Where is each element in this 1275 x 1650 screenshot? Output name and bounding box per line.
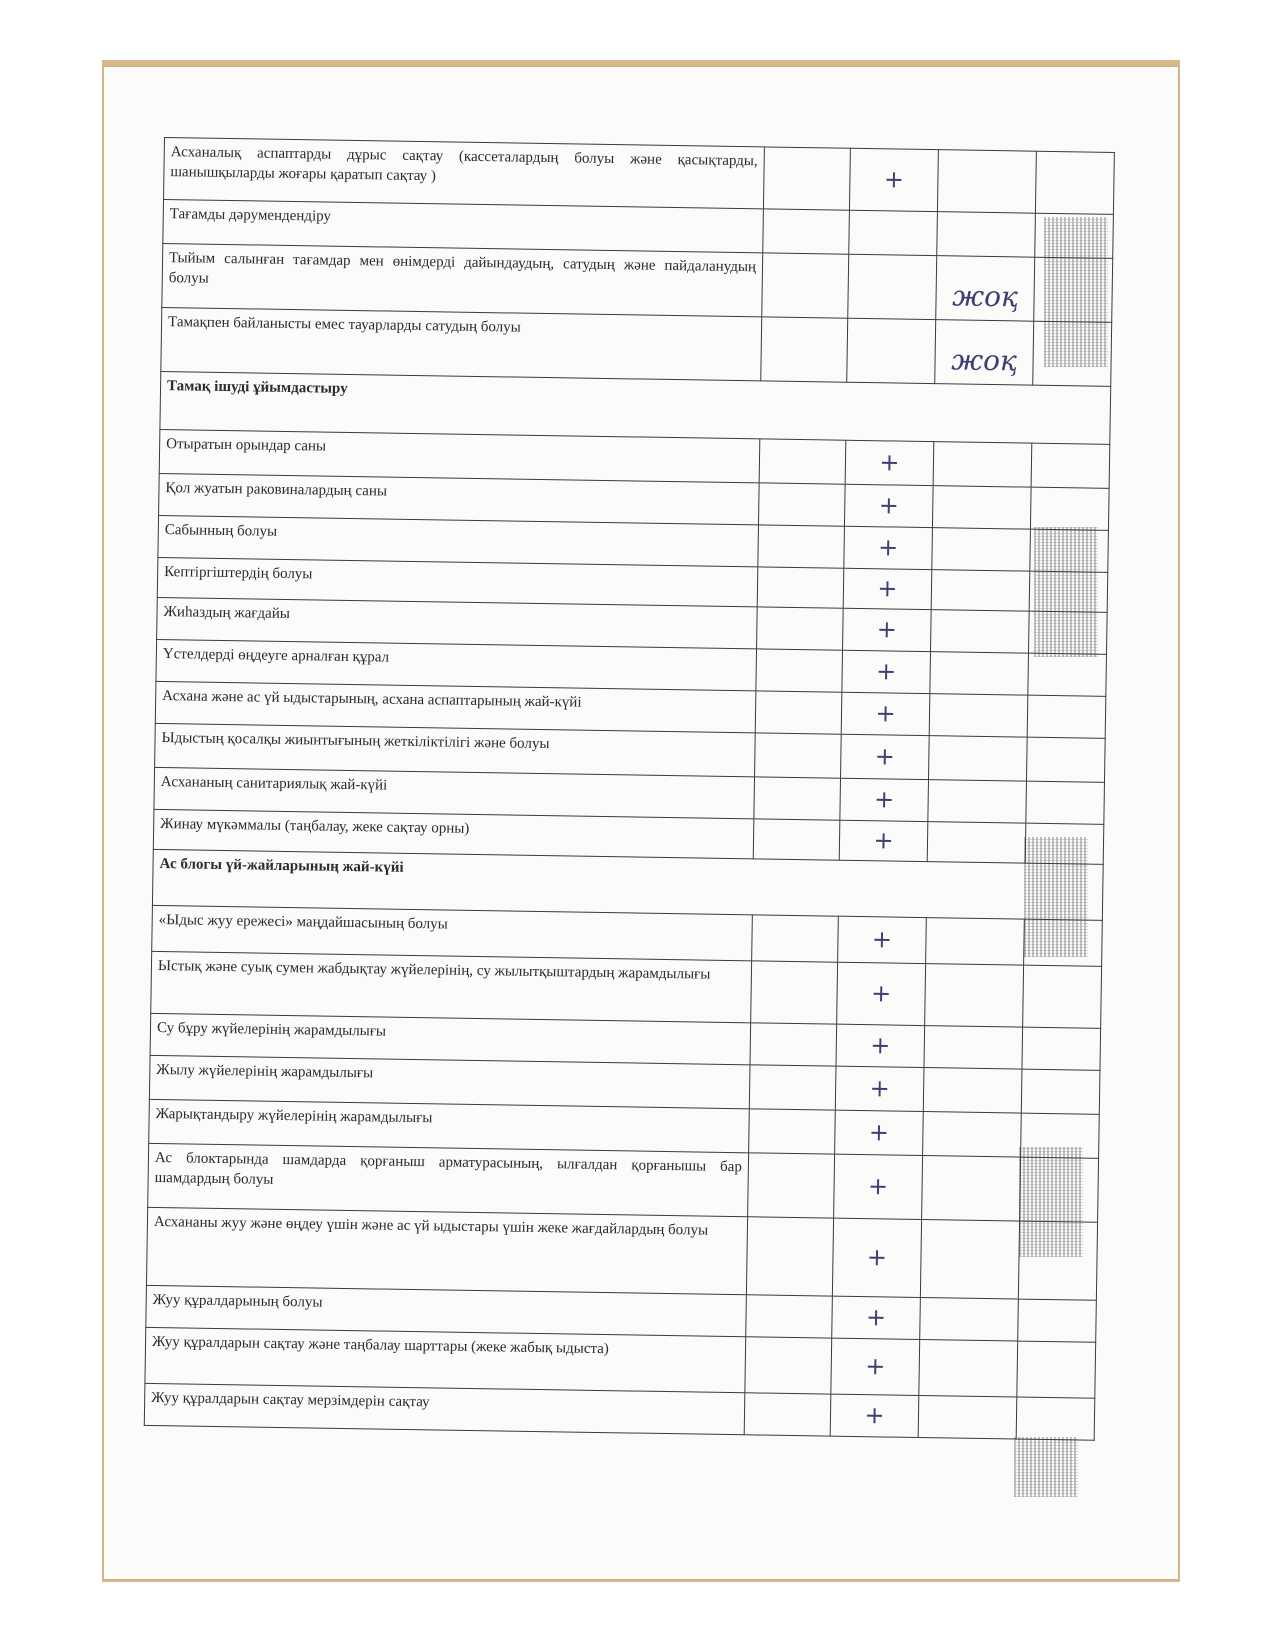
handwritten-note [937,150,1036,214]
blank-cell [1021,1069,1100,1114]
item-text: Жуу құралдарының болуы [146,1285,747,1336]
blank-cell [1018,1299,1097,1342]
handwritten-note [918,1396,1017,1440]
handwritten-note [924,1026,1023,1070]
handwritten-mark: + [844,484,933,527]
blank-cell [1027,695,1106,738]
blank-cell [745,1337,832,1394]
item-text: «Ыдыс жуу ережесі» маңдайшасының болуы [152,905,753,960]
item-text: Кептіргіштердің болуы [157,557,758,606]
handwritten-mark [848,254,937,319]
handwritten-mark: + [831,1338,920,1395]
blank-cell [1029,571,1108,612]
item-text: Қол жуатын раковиналардың саны [159,473,760,524]
blank-cell [759,439,846,484]
blank-cell [1025,823,1104,864]
blank-cell [756,649,843,692]
blank-cell [1026,737,1105,782]
blank-cell [758,525,845,568]
blank-cell [1021,1113,1100,1158]
blank-cell [1031,443,1110,488]
handwritten-note [937,212,1036,258]
handwritten-note: жоқ [935,320,1034,386]
handwritten-mark: + [843,568,932,609]
blank-cell [1030,487,1109,530]
handwritten-mark [847,318,936,383]
blank-cell [755,733,842,778]
item-text: Жуу құралдарын сақтау мерзімдерін сақтау [144,1383,745,1434]
blank-cell [1028,611,1107,654]
background-left [0,0,102,1650]
handwritten-note [931,570,1030,612]
handwritten-mark: + [842,650,931,693]
handwritten-note [922,1156,1021,1222]
handwritten-note [920,1220,1019,1300]
blank-cell [1024,919,1103,966]
item-text: Үстелдерді өңдеуге арналған құрал [156,639,757,690]
document-page [104,67,1178,1579]
blank-cell [763,147,850,210]
handwritten-mark: + [841,734,930,779]
handwritten-mark: + [845,440,934,485]
blank-cell [762,253,849,318]
section-title: Тамақ ішуді ұйымдастыру [160,371,1111,444]
handwritten-mark: + [838,916,927,963]
handwritten-mark: + [830,1394,919,1437]
background-bottom [0,1582,1275,1650]
blank-cell [749,1065,836,1110]
handwritten-note [932,486,1031,530]
blank-cell [755,691,842,734]
handwritten-note [931,610,1030,654]
blank-cell [1030,529,1109,572]
item-text: Су бұру жүйелерінің жарамдылығы [150,1013,751,1064]
handwritten-note [923,1112,1022,1158]
handwritten-note [932,528,1031,572]
blank-cell [1026,781,1105,824]
handwritten-mark: + [835,1066,924,1111]
handwritten-note [930,652,1029,696]
blank-cell [757,567,844,608]
item-text: Ыдыстың қосалқы жиынтығының жеткіліктілігі және болуы [155,723,756,776]
blank-cell [1017,1341,1096,1398]
blank-cell [758,483,845,526]
item-text: Жиһаздың жағдайы [157,597,758,648]
item-text: Отыратын орындар саны [159,429,760,482]
handwritten-note [933,442,1032,488]
handwritten-note [928,780,1027,824]
handwritten-note [929,694,1028,738]
handwritten-mark: + [840,778,929,821]
blank-cell [746,1217,833,1296]
blank-cell [1028,653,1107,696]
blank-cell [757,607,844,650]
item-text: Жарықтандыру жүйелерінің жарамдылығы [149,1099,750,1152]
blank-cell [763,209,850,254]
blank-cell [753,819,840,860]
handwritten-mark: + [834,1154,923,1219]
handwritten-note [920,1298,1019,1342]
blank-cell [1035,213,1114,258]
handwritten-note [927,822,1026,864]
blank-cell [1023,965,1102,1028]
item-text: Асханалық аспаптарды дұрыс сақтау (кассеталардың болуы және қасықтарды, шанышқыларды жоғары қаратып сақтау ) [164,138,765,209]
blank-cell [750,1023,837,1066]
background-top [0,0,1275,60]
item-text: Жуу құралдарын сақтау және таңбалау шарттары (жеке жабық ыдыста) [145,1327,746,1392]
item-text: Жинау мүкәммалы (таңбалау, жеке сақтау орны) [153,809,754,858]
item-text: Тағамды дәрумендендіру [163,200,764,253]
item-text: Асхананы жуу және өңдеу үшін және ас үй ыдыстары үшін жеке жағдайлардың болуы [146,1207,747,1294]
blank-cell [1035,151,1114,214]
item-text: Ас блоктарында шамдарда қорғаныш арматурасының, ылғалдан қорғанышы бар шамдардың болуы [148,1143,749,1216]
handwritten-mark: + [832,1296,921,1339]
handwritten-mark: + [835,1110,924,1155]
item-text: Тыйым салынған тағамдар мен өнімдерді дайындаудың, сатудың және пайдаланудың болуы [162,243,763,316]
handwritten-note [919,1340,1018,1398]
blank-cell [1034,257,1113,322]
handwritten-mark: + [839,820,928,861]
blank-cell [752,915,839,962]
item-text: Сабынның болуы [158,515,759,566]
background-right [1180,0,1275,1650]
item-text: Асхананың санитариялық жай-күйі [154,767,755,818]
item-text: Ыстық және суық сумен жабдықтау жүйелерінің, су жылытқыштардың жарамдылығы [151,951,752,1022]
handwritten-mark [849,210,938,255]
blank-cell [1018,1221,1097,1300]
handwritten-note [923,1068,1022,1114]
handwritten-note [925,964,1024,1028]
blank-cell [748,1153,835,1218]
item-text: Жылу жүйелерінің жарамдылығы [149,1055,750,1108]
handwritten-mark: + [843,608,932,651]
table-row [146,1207,1097,1300]
blank-cell [1022,1027,1101,1070]
blank-cell [744,1393,831,1436]
blank-cell [1016,1397,1095,1440]
blank-cell [754,777,841,820]
blank-cell [746,1295,833,1338]
blank-cell [1033,321,1112,386]
handwritten-mark: + [844,526,933,569]
handwritten-mark: + [836,1024,925,1067]
item-text: Тамақпен байланысты емес тауарларды сатудың болуы [161,307,762,380]
blank-cell [761,317,848,382]
item-text: Асхана және ас үй ыдыстарының, асхана аспаптарының жай-күйі [155,681,756,732]
handwritten-mark: + [849,148,938,211]
handwritten-mark: + [837,962,926,1025]
checklist-table [144,137,1115,1441]
blank-cell [749,1109,836,1154]
handwritten-note: жоқ [936,256,1035,322]
handwritten-note [929,736,1028,782]
blank-cell [1020,1157,1099,1222]
handwritten-mark: + [841,692,930,735]
blank-cell [751,961,838,1024]
handwritten-mark: + [832,1218,921,1297]
scan-smudge [1014,1437,1078,1497]
handwritten-note [926,918,1025,966]
section-title: Ас блогы үй-жайларының жай-күйі [152,849,1103,920]
